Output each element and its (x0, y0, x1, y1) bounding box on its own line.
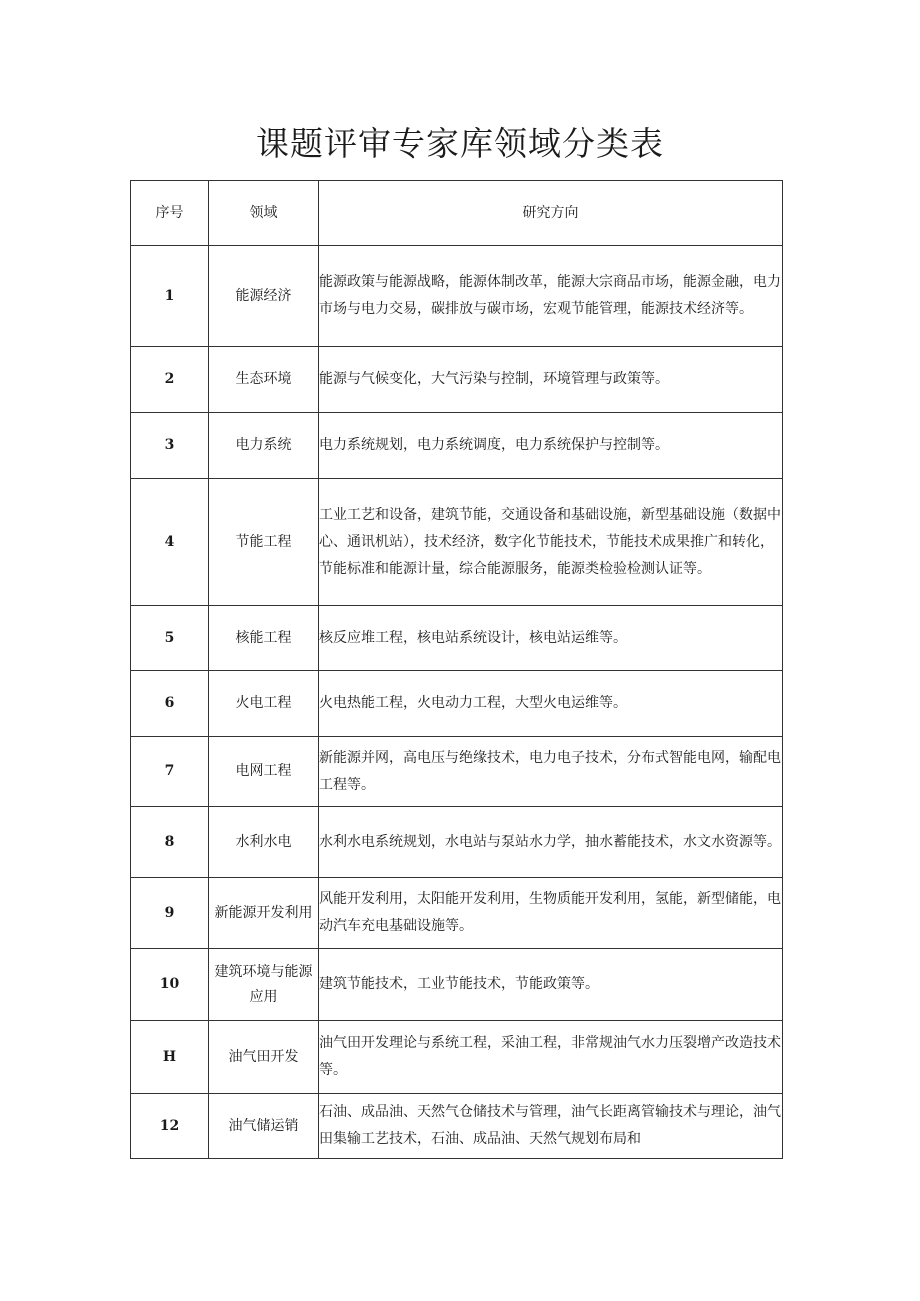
row-domain: 电力系统 (209, 413, 319, 479)
row-number: 3 (131, 413, 209, 479)
row-domain: 建筑环境与能源应用 (209, 949, 319, 1021)
row-domain: 火电工程 (209, 671, 319, 737)
page-title: 课题评审专家库领域分类表 (256, 124, 664, 163)
row-domain: 节能工程 (209, 479, 319, 606)
table-row (131, 807, 783, 878)
row-domain: 新能源开发利用 (209, 878, 319, 949)
table-row (131, 671, 783, 737)
row-number: 9 (131, 878, 209, 949)
domain-classification-table (130, 180, 783, 1159)
row-number: 7 (131, 737, 209, 807)
row-direction: 石油、成品油、天然气仓储技术与管理，油气长距离管输技术与理论，油气田集输工艺技术，石油、成品油、天然气规划布局和 (319, 1094, 783, 1159)
row-direction: 电力系统规划，电力系统调度，电力系统保护与控制等。 (319, 413, 783, 479)
row-domain: 生态环境 (209, 347, 319, 413)
table-row (131, 246, 783, 347)
row-domain: 水利水电 (209, 807, 319, 878)
row-domain: 核能工程 (209, 606, 319, 671)
table-row (131, 1094, 783, 1159)
row-number: 4 (131, 479, 209, 606)
table-row (131, 737, 783, 807)
row-number: H (131, 1021, 209, 1094)
row-domain: 能源经济 (209, 246, 319, 347)
row-domain: 电网工程 (209, 737, 319, 807)
row-direction: 水利水电系统规划，水电站与泵站水力学，抽水蓄能技术，水文水资源等。 (319, 807, 783, 878)
row-number: 10 (131, 949, 209, 1021)
table-row (131, 347, 783, 413)
row-number: 5 (131, 606, 209, 671)
row-domain: 油气田开发 (209, 1021, 319, 1094)
header-serial-number: 序号 (131, 181, 209, 246)
row-direction: 油气田开发理论与系统工程，采油工程，非常规油气水力压裂增产改造技术等。 (319, 1021, 783, 1094)
row-number: 2 (131, 347, 209, 413)
row-direction: 核反应堆工程，核电站系统设计，核电站运维等。 (319, 606, 783, 671)
table-header-row (131, 181, 783, 246)
row-direction: 火电热能工程，火电动力工程，大型火电运维等。 (319, 671, 783, 737)
table-row (131, 1021, 783, 1094)
header-research-direction: 研究方向 (319, 181, 783, 246)
row-direction: 能源与气候变化，大气污染与控制，环境管理与政策等。 (319, 347, 783, 413)
row-number: 1 (131, 246, 209, 347)
row-direction: 新能源并网，高电压与绝缘技术，电力电子技术，分布式智能电网，输配电工程等。 (319, 737, 783, 807)
row-direction: 建筑节能技术，工业节能技术，节能政策等。 (319, 949, 783, 1021)
table-row (131, 606, 783, 671)
header-domain: 领域 (209, 181, 319, 246)
table-row (131, 479, 783, 606)
row-direction: 工业工艺和设备，建筑节能，交通设备和基础设施，新型基础设施（数据中心、通讯机站），技术经济，数字化节能技术，节能技术成果推广和转化，节能标准和能源计量，综合能源服务，能源类检验检测认证等。 (319, 479, 783, 606)
row-direction: 风能开发利用，太阳能开发利用，生物质能开发利用，氢能，新型储能，电动汽车充电基础设施等。 (319, 878, 783, 949)
table-row (131, 949, 783, 1021)
table-row (131, 878, 783, 949)
row-number: 8 (131, 807, 209, 878)
table-row (131, 413, 783, 479)
row-number: 6 (131, 671, 209, 737)
row-domain: 油气储运销 (209, 1094, 319, 1159)
row-number: 12 (131, 1094, 209, 1159)
row-direction: 能源政策与能源战略，能源体制改革，能源大宗商品市场，能源金融，电力市场与电力交易，碳排放与碳市场，宏观节能管理，能源技术经济等。 (319, 246, 783, 347)
